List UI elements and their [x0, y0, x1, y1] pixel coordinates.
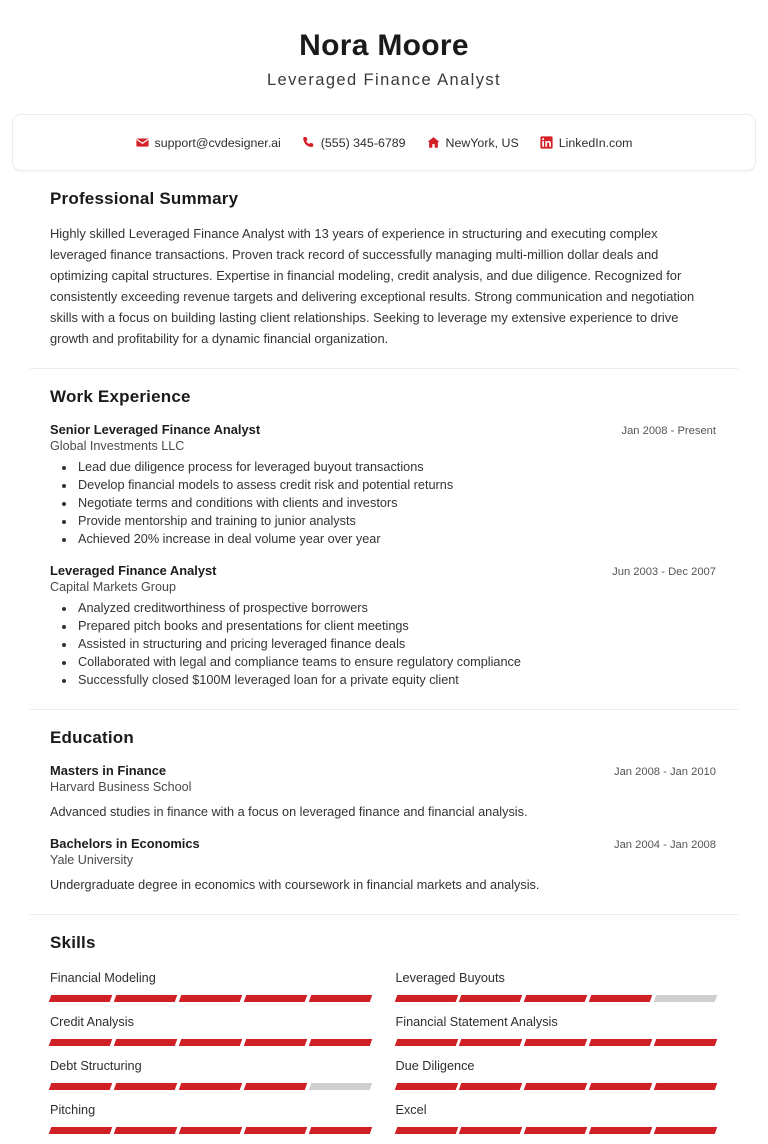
- skill-item: [50, 1012, 371, 1056]
- skill-level-segment: [654, 1127, 717, 1134]
- contact-linkedin-label: LinkedIn.com: [558, 135, 633, 150]
- skill-level-segment: [179, 1127, 242, 1134]
- skill-level-segment: [114, 1127, 177, 1134]
- skill-level-bar: [396, 1083, 717, 1090]
- experience-entry-head: [50, 563, 716, 578]
- skill-item: [396, 1056, 717, 1100]
- skill-level-bar: [50, 1039, 371, 1046]
- skill-level-segment: [114, 995, 177, 1002]
- skill-item: [50, 1100, 371, 1144]
- experience-org: Capital Markets Group: [50, 579, 176, 594]
- education-entry-head: [50, 763, 716, 778]
- resume-body: [0, 171, 768, 1144]
- skill-level-segment: [114, 1039, 177, 1046]
- skill-name: Credit Analysis: [50, 1014, 134, 1029]
- education-entry-head: [50, 836, 716, 851]
- list-item: • Analyzed creditworthiness of prospective borrowers: [76, 600, 716, 618]
- skill-level-segment: [49, 1127, 112, 1134]
- skill-level-segment: [589, 1039, 652, 1046]
- skill-item: [396, 1100, 717, 1144]
- skill-name: Financial Modeling: [50, 970, 156, 985]
- education-school: Harvard Business School: [50, 779, 192, 794]
- skill-level-segment: [394, 995, 457, 1002]
- section-work-experience: [30, 368, 738, 689]
- skill-level-bar: [396, 1127, 717, 1134]
- envelope-icon: [136, 136, 149, 149]
- skill-level-segment: [308, 1127, 371, 1134]
- skill-level-segment: [179, 995, 242, 1002]
- section-skills: [30, 914, 738, 1144]
- section-title-education: Education: [50, 727, 134, 747]
- list-item: • Achieved 20% increase in deal volume year over year: [76, 531, 716, 549]
- skill-level-segment: [459, 1039, 522, 1046]
- skill-level-segment: [524, 995, 587, 1002]
- experience-org: Global Investments LLC: [50, 439, 185, 454]
- skill-level-segment: [654, 1039, 717, 1046]
- skill-level-bar: [50, 1083, 371, 1090]
- experience-date: Jun 2003 - Dec 2007: [612, 565, 716, 578]
- contact-email[interactable]: [136, 136, 281, 150]
- contact-location[interactable]: [427, 136, 519, 150]
- skill-level-bar: [50, 995, 371, 1002]
- skill-level-segment: [459, 995, 522, 1002]
- skill-item: [396, 1012, 717, 1056]
- experience-body: [30, 422, 738, 689]
- contact-card: [12, 114, 756, 171]
- skill-level-segment: [394, 1083, 457, 1090]
- skill-name: Financial Statement Analysis: [395, 1014, 558, 1029]
- list-item: • Negotiate terms and conditions with clients and investors: [76, 495, 716, 513]
- section-professional-summary: [30, 171, 738, 349]
- skill-level-segment: [394, 1039, 457, 1046]
- skill-level-segment: [654, 1083, 717, 1090]
- skill-level-segment: [179, 1039, 242, 1046]
- skill-level-segment: [49, 1039, 112, 1046]
- skill-level-segment: [524, 1083, 587, 1090]
- skill-level-segment: [308, 1083, 371, 1090]
- contact-location-label: NewYork, US: [445, 135, 519, 150]
- skills-grid: [50, 968, 716, 1144]
- skill-level-segment: [49, 1083, 112, 1090]
- experience-bullets: [50, 459, 716, 549]
- skill-level-segment: [114, 1083, 177, 1090]
- skill-level-segment: [589, 1083, 652, 1090]
- skill-level-bar: [396, 1039, 717, 1046]
- experience-bullets: [50, 600, 716, 690]
- skill-level-bar: [50, 1127, 371, 1134]
- skill-level-segment: [459, 1127, 522, 1134]
- skill-item: [50, 1056, 371, 1100]
- experience-entry: [50, 563, 716, 690]
- job-title: Leveraged Finance Analyst: [266, 71, 502, 89]
- experience-date: Jan 2008 - Present: [621, 425, 716, 438]
- skill-level-bar: [396, 995, 717, 1002]
- skill-level-segment: [524, 1039, 587, 1046]
- list-item: • Lead due diligence process for leveraged buyout transactions: [76, 459, 716, 477]
- summary-text: Highly skilled Leveraged Finance Analyst with 13 years of experience in structuring and executing complex leveraged finance transactions. Proven track record of successfully managing multi-million dollar deals and optimizing capital structures. Expertise in financial modeling, credit analysis, and due diligence. Recognized for consistently exceeding revenue targets and delivering exceptional results. Strong communication and negotiation skills with a focus on building lasting client relationships. Seeking to leverage my extensive experience to drive growth and profitability for a dynamic financial organization.: [50, 226, 695, 346]
- phone-icon: [302, 136, 315, 149]
- education-degree: Masters in Finance: [50, 762, 167, 778]
- skills-body: [30, 968, 738, 1144]
- list-item: • Collaborated with legal and compliance teams to ensure regulatory compliance: [76, 654, 716, 672]
- skill-level-segment: [243, 995, 306, 1002]
- skill-level-segment: [654, 995, 717, 1002]
- list-item: • Successfully closed $100M leveraged loan for a private equity client: [76, 672, 716, 690]
- resume-header: [0, 0, 768, 104]
- home-icon: [427, 136, 440, 149]
- skill-level-segment: [243, 1083, 306, 1090]
- skill-level-segment: [308, 1039, 371, 1046]
- education-school: Yale University: [50, 852, 134, 867]
- list-item: • Develop financial models to assess credit risk and potential returns: [76, 477, 716, 495]
- skill-name: Debt Structuring: [50, 1058, 142, 1073]
- experience-entry-head: [50, 422, 716, 437]
- education-entry: [50, 836, 716, 895]
- list-item: • Prepared pitch books and presentations for client meetings: [76, 618, 716, 636]
- list-item: • Provide mentorship and training to junior analysts: [76, 513, 716, 531]
- skill-level-segment: [49, 995, 112, 1002]
- education-body: [30, 763, 738, 895]
- experience-role: Senior Leveraged Finance Analyst: [50, 422, 261, 438]
- skill-level-segment: [308, 995, 371, 1002]
- education-date: Jan 2004 - Jan 2008: [613, 838, 716, 851]
- education-degree: Bachelors in Economics: [50, 835, 200, 851]
- skill-level-segment: [589, 1127, 652, 1134]
- list-item: • Assisted in structuring and pricing leveraged finance deals: [76, 636, 716, 654]
- education-date: Jan 2008 - Jan 2010: [613, 765, 716, 778]
- skill-name: Leveraged Buyouts: [395, 970, 505, 985]
- section-title-experience: Work Experience: [50, 387, 191, 407]
- skill-level-segment: [394, 1127, 457, 1134]
- skill-item: [396, 968, 717, 1012]
- skill-name: Due Diligence: [395, 1058, 475, 1073]
- skill-level-segment: [589, 995, 652, 1002]
- skill-level-segment: [243, 1039, 306, 1046]
- section-education: [30, 709, 738, 895]
- skill-level-segment: [459, 1083, 522, 1090]
- skill-level-segment: [243, 1127, 306, 1134]
- section-title-skills: Skills: [50, 932, 96, 952]
- skill-name: Pitching: [50, 1102, 96, 1117]
- skill-level-segment: [524, 1127, 587, 1134]
- linkedin-icon: [540, 136, 553, 149]
- skill-level-segment: [179, 1083, 242, 1090]
- contact-linkedin[interactable]: [540, 136, 633, 150]
- education-description: Advanced studies in finance with a focus on leveraged finance and financial analysis.: [50, 804, 528, 819]
- contact-phone-label: (555) 345-6789: [320, 135, 406, 150]
- contact-email-label: support@cvdesigner.ai: [154, 135, 281, 150]
- skill-name: Excel: [395, 1102, 427, 1117]
- contact-phone[interactable]: [302, 136, 406, 150]
- skill-item: [50, 968, 371, 1012]
- page-title: Nora Moore: [299, 29, 469, 62]
- education-description: Undergraduate degree in economics with coursework in financial markets and analysis.: [50, 877, 540, 892]
- education-entry: [50, 763, 716, 822]
- experience-entry: [50, 422, 716, 549]
- experience-role: Leveraged Finance Analyst: [50, 562, 217, 578]
- summary-body: [30, 224, 738, 349]
- section-title-summary: Professional Summary: [50, 189, 239, 208]
